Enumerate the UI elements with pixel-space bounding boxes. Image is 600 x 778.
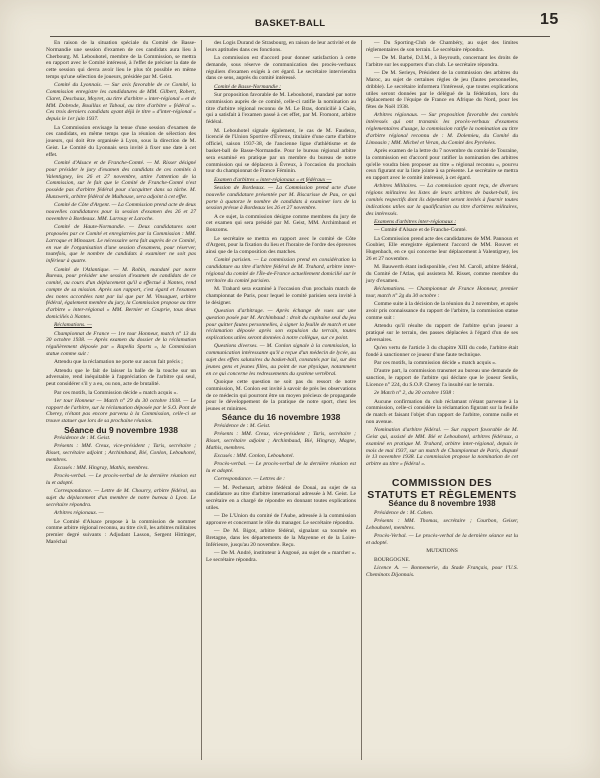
column-divider [201, 40, 202, 760]
paragraph: 2e Match n° 2, du 30 octobre 1938 : [374, 390, 455, 397]
paragraph: Présents : MM. Creux, vice-président ; Taris, secrétaire ; Risset, secrétaire adjoint ; Archimband, Bié, Conlon, Lebouhotel, membres. [46, 443, 196, 463]
paragraph: — Du Sporting-Club de Chambéry, au sujet des limites réglementaires de son terrain. Le secrétaire répondra. [366, 40, 518, 53]
paragraph: Correspondance. — Lettre de M. Chourry, arbitre fédéral, au sujet du déplacement d'un membre de notre bureau à Lyon. Le secrétaire répondra. [46, 488, 196, 508]
paragraph: A ce sujet, la commission désigne comme membres du jury de cet examen qui sera présidé par M. Geist, MM. Archimbaud et Bonzoms. [206, 213, 356, 234]
paragraph: Présidence de : M. Cahen. [374, 509, 434, 516]
paragraph: Le Comité d'Alsace propose à la commission de nommer comme arbitre régional reconnu, au titre civil, les arbitres militaires premier degré suivants : Adjudant Lasson, Sergent Hittinger, Maréchal [46, 518, 196, 545]
subheading: Examen d'arbitres « inter-régionaux » et fédéraux — [214, 176, 332, 183]
paragraph: M. Trahard sera examiné à l'occasion d'un prochain match de championnat de Paris, pour lequel le comité parisien sera invité à le désigner. [206, 286, 356, 306]
paragraph: — Comité d'Alsace et de Franche-Comté. [374, 227, 467, 234]
paragraph: — De L'Union du comité de l'Aube, adressée à la commission approuve et concernant le rôle du manager. Le secrétaire répondra. [206, 513, 356, 527]
paragraph: Arbitres régionaux. — Sur proposition favorable des comités intéressés qui ont transmis les procès-verbaux d'examens réglementaires d'usage, la commission ratifie la nomination au titre d'arbitre régional reconnu de : M. Dolemieu, du Comité du Limousin ; MM. Michel et Veran, du Comité des Pyrénées. [366, 112, 518, 146]
paragraph: Procès-verbal. — Le procès-verbal de la dernière réunion est lu et adopté. [206, 461, 356, 475]
page-number: 15 [540, 11, 559, 28]
paragraph: Question d'arbitrage. — Après échange de vues sur une question posée par M. Archimbaud : droit du capitaine seul du jeu pour quitter fautes personnelles, à signer la feuille de match et une réclamation déposée après son expulsion du terrain, toutes explications utiles seront données à notre collègue, sur ce point. [206, 307, 356, 342]
commission-title-line: COMMISSION DES [391, 477, 493, 490]
paragraph: Comité de l'Atlantique. — M. Robin, mandaté par notre Bureau, pour présider une session d'examen de candidats de ce comité, au cours d'un déplacement qu'il a effectué à Nantes, rend compte de sa mission. Après son rapport, c'est égard et l'examen des notes accordées tant par lui que par M. Vinsaguet, arbitre fédéral, également membre du jury, la Commission propose au titre d'arbitre « inter-régional » MM. Bernier et Couprie, tous deux domiciliés à Nantes. [46, 266, 196, 321]
paragraph: — De M. Serieys, Président de la commission des arbitres du Maroc, au sujet de certaines règles de jeu (fautes personnelles, dribble). Le secrétaire informera l'intéressé, que toutes explications utiles seront données par le délégué de la fédération, lors du déplacement de l'équipe de France en Afrique du Nord, pour les fêtes de Noël 1938. [366, 70, 518, 111]
paragraph: Par ces motifs, la commission décide « match acquis ». [374, 360, 497, 367]
page-header [0, 10, 600, 34]
paragraph: En raison de la situation spéciale du Comité de Basse-Normandie une session d'examen de ces candidats aura lieu à Cherbourg. M. Lebouhotel, membre de la Commission, se mettra en rapport avec le Comité intéressé, à l'effet de préciser la date de cette session qui devra avoir lieu le plus tôt possible en même temps qu'une sélection de joueurs, présidée par M. Geist. [46, 40, 196, 80]
paragraph: Le secrétaire se mettra en rapport avec le comité de Côte d'Argent, pour la fixation du lieu et l'horaire de l'ordre des épreuves ainsi que de la composition des matches. [206, 235, 356, 256]
paragraph: Session de Bordeaux. — La Commission prend acte d'une nouvelle candidature présentée par M. Biscarisse de Pau, ce qui porte à quatorze le nombre de candidats à examiner lors de la session prévue à Bordeaux les 26 et 27 novembre. [206, 184, 356, 212]
paragraph: Excusés : MM. Conlon, Lebouhotel. [214, 452, 294, 459]
subheading: Examens d'arbitres inter-régionaux : [374, 218, 457, 225]
paragraph: Nomination d'arbitre fédéral. — Sur rapport favorable de M. Geist qui, assisté de MM. Bié et Lebouhotel, arbitres fédéraux, a examiné en pratique M. Trahard, arbitre inter-régional, depuis le mois de mai 1937, sur un match de Championnat de Paris, disputé le 13 novembre 1938. La commission propose la nomination de cet arbitre au titre « fédéral ». [366, 427, 518, 468]
paragraph: La Commission envisage la tenue d'une session d'examen de ces candidats, en même temps que la réunion de sélection des joueurs, qui doit être organisée à Lyon, sous la direction de M. Geist. Le Comité du Lyonnais sera invité à fixer une date à cet effet. [46, 124, 196, 158]
paragraph: — De M. André, instituteur à Angoué, au sujet de « marcher ». Le secrétaire répondra. [206, 550, 356, 564]
commission-title-line: STATUTS ET RÈGLEMENTS [367, 489, 517, 502]
paragraph: Procès-verbal. — Le procès-verbal de la dernière réunion est lu et adopté. [46, 473, 196, 487]
commission-title [366, 477, 518, 501]
subheading: Réclamations. — [54, 322, 92, 329]
paragraph: des Logis Durand de Strasbourg, en raison de leur activité et de leurs aptitudes dans ces fonctions. [206, 40, 356, 53]
paragraph: Comité de Côte d'Argent. — La Commission prend acte de deux nouvelles candidatures pour la session d'examen des 26 et 27 novembre à Bordeaux. MM. Larrouy et Laroche. [46, 202, 196, 222]
paragraph: D'autre part, la commission transmet au bureau une demande de sanction, le rapport de l'arbitre qui déclare que le joueur Senlis, Licence n° 224, du S.O.P. Cherey l'a insulté sur le terrain. [366, 368, 518, 388]
paragraph: Présents : MM. Creux, vice-président ; Taris, secrétaire ; Risset, secrétaire adjoint ; Archimbaud, Bié, Hingray, Magne, Mathis, membres. [206, 431, 356, 451]
paragraph: La Commission prend acte des candidatures de MM. Pannoux et Goubier, Elle enregistre également l'accord de MM. Rouvet et Hugenbach, en ce qui concerne leur déplacement à Valentigney, les 26 et 27 novembre. [366, 235, 518, 262]
paragraph: Attendu que la réclamation ne porte sur aucun fait précis ; [54, 359, 183, 366]
paragraph: Championnat de France — 1re tour Honneur, match n° 13 du 30 octobre 1938. — Après examen du dossier de la réclamation régulièrement déposée par « Rapella Sports », la Commission statue comme suit : [46, 330, 196, 358]
paragraph: M. Lebouhotel signale également, le cas de M. Faudeux, licencié de l'Union Sportive d'Évreux, titulaire d'une carte d'arbitre officiel, saison 1937-38, de l'ancienne ligue d'athlétisme et de basket-ball de Basse-Normandie. Pour le bureau régional arbitre sera examiné en pratique par un membre du bureau de notre commission qui se déplacera à Évreux, à l'occasion du prochain tour du championnat de France Féminin. [206, 127, 356, 175]
paragraph: Arbitres Militaires. — La commission ayant reçu, de diverses régions militaires les listes de leurs arbitres de basket-ball, les comités respectifs dont ils dépendent seront invités à fournir toutes indications utiles sur la qualification au titre d'arbitres militaires, des intéressés. [366, 183, 518, 217]
paragraph: Quoique cette question ne soit pas du ressort de notre commission, M. Conlon est invité à savoir de près les observations de ce médecin qui pourront être un moyen précieux de propagande pour le développement de la pratique de notre sport, chez les jeunes et minimes. [206, 378, 356, 413]
paragraph: Qu'en vertu de l'article 3 du chapitre XIII du code, l'arbitre était fondé à sanctionner ce joueur d'une faute technique. [366, 344, 518, 358]
subheading: Comité de Basse-Normandie : [214, 83, 282, 90]
paragraph: — De M. Barbé, D.I.M., à Beyrouth, concernant les droits de l'arbitre sur les supporters d'un club. Le secrétaire répondra. [366, 55, 518, 68]
subheading: Arbitres régionaux. — [54, 510, 104, 517]
paragraph: Après examen de la lettre du 7 novembre du comité de Touraine, la commission est d'accord pour ratifier la nomination des arbitres qu'elle voudra bien proposer au titre « régional reconnu », pourvu ceux figurant sur la liste jointe à sa présente. Le secrétaire se mettra en rapport avec le comité intéressé, à cet égard. [366, 147, 518, 182]
paragraph: Comité de Haute-Normandie. — Deux candidatures sont proposées par ce Comité et enregistrées par la Commission : MM. Larroque et Minouzet. Le nécessaire sera fait auprès de ce Comité, en vue de l'organisation d'une session d'examens, pour réserver, toutefois, que le nombre de candidats à examiner ne soit pas inférieur à quatre. [46, 224, 196, 265]
paragraph: 1er tour Honneur — Match n° 29 du 30 octobre 1938. — Le rapport de l'arbitre, sur la réclamation déposée par le S.O. Pont de Cherey, n'étant pas encore parvenu à la Commission, celle-ci se trouve statuer que lors de sa prochaine réunion. [46, 397, 196, 425]
seance-heading: Séance du 8 novembre 1938 [388, 499, 496, 509]
seance-heading: Séance du 9 novembre 1938 [64, 424, 178, 435]
paragraph: Comité d'Alsace et de Franche-Comté. — M. Risser désigné pour présider le jury d'examen des candidats de ces comités à Valentigney, les 26 et 27 novembre, attire l'attention de la Commission, sur le fait que le Comité de Franche-Comté n'est possède pas d'arbitre fédéral pour s'acquitter dans sa tâche. M. Hunzwerk, arbitre fédéral de Mulhouse, sera adjoint à cet effet. [46, 160, 196, 201]
region-heading: BOURGOGNE. [374, 556, 411, 563]
paragraph: Comité parisien. — La commission prend en considération la candidature au titre d'arbitre fédéral de M. Trahard, arbitre inter-régional du comité de l'Île-de-France actuellement domicilié sur le territoire du comité parisien. [206, 257, 356, 284]
running-title: BASKET-BALL [255, 18, 326, 29]
paragraph: Réclamations. — Championnat de France Honneur, premier tour, match n° 2g du 30 octobre : [366, 286, 518, 299]
column-1 [46, 40, 196, 547]
paragraph: — M. Pechenart, arbitre fédéral de Douai, au sujet de sa candidature au titre d'arbitre international adressée à M. Geist. Le secrétaire en a chargé de répondre en donnant toutes explications utiles. [206, 484, 356, 511]
paragraph: Excusés : MM. Hingray, Mathis, membres. [54, 465, 149, 472]
column-3 [366, 40, 518, 580]
paragraph: Par ces motifs, la Commission décide « match acquis ». [54, 389, 178, 396]
paragraph: Questions diverses. — M. Conlon signale à la commission, la communication intéressante qu'il a reçue d'un médecin de lycée, au sujet des effets salutaires du basket-ball, constatés par lui, sur des jeunes gens et jeunes filles, au point de vue physique, notamment en ce qui concerne les redressements du système vertébral. [206, 343, 356, 377]
paragraph: La commission est d'accord pour donner satisfaction à cette demande, sous réserve de communication des procès-verbaux réguliers d'examen exigés à cet égard. Le secrétaire interviendra dans ce sens, auprès du comité intéressé. [206, 55, 356, 82]
paragraph: Aucune confirmation du club réclamant n'étant parvenue à la commission, celle-ci considère la réclamation figurant sur la feuille de match et faisant l'objet d'un rapport de l'arbitre, comme nulle et non avenue. [366, 398, 518, 425]
column-divider [361, 40, 362, 760]
column-2 [206, 40, 356, 565]
paragraph: M. Bauwerth étant indisponible, c'est M. Caroll, arbitre fédéral, du Comité de l'Atlas, qui assistera M. Risset, comme membre du jury d'examen. [366, 264, 518, 284]
paragraph: Attendu qu'il résulte du rapport de l'arbitre qu'un joueur a pratiqué sur le terrain, des passes déplacées à l'égard d'un de ses adversaires. [366, 323, 518, 343]
paragraph: Présents : MM. Thomas, secrétaire ; Courbon, Geiser, Lebouhotel, membres. [366, 518, 518, 531]
paragraph: Comme suite à la décision de la réunion du 2 novembre, et après avoir pris connaissance du rapport de l'arbitre, la commission statue comme suit : [366, 301, 518, 321]
paragraph: — De M. Bigot, arbitre fédéral, signalant sa tournée en Bretagne, dans les départements de la Mayenne et de la Loire-Inférieure, jusqu'au 20 novembre. Reçu. [206, 528, 356, 548]
section-heading: MUTATIONS [426, 548, 458, 555]
paragraph: Licence A. — Bonnemerie, du Stade Français, pour l'U.S. Cheminots Dijonnais. [366, 564, 518, 578]
header-rule [50, 36, 550, 37]
seance-heading: Séance du 16 novembre 1938 [221, 412, 341, 423]
paragraph: Procès-Verbal. — Le procès-verbal de la dernière séance est lu et adopté. [366, 533, 518, 546]
paragraph: Attendu que le fait de laisser la balle de la touche sur un adversaire, rend inéquitable à l'appréciation de l'arbitre qui seul, peut considérer s'il y a eu, ou non, acte de brutalité. [46, 367, 196, 388]
paragraph: Correspondance. — Lettres de : [214, 476, 285, 483]
paragraph: Comité du Lyonnais. — Sur avis favorable de ce Comité, la Commission enregistre les candidatures de MM. Gilbert, Robert, Claret, Deschaux, Moyret, au titre d'arbitre « inter-régional » et de MM. Dobrode, Bouillas et Taboul, au titre d'arbitre « fédéral ». Ces trois derniers candidats ayant déjà le titre « d'inter-régional » depuis le 1er juin 1937. [46, 82, 196, 123]
paragraph: Sur proposition favorable de M. Lebouhotel, mandaté par notre commission auprès de ce comité, celle-ci ratifie la nomination au titre d'arbitre régional reconnu de M. Le Bras, domicilié à Caën, qui a satisfait à l'examen passé à cet effet, par M. Fromont, arbitre fédéral. [206, 92, 356, 126]
paragraph: Présidence de : M. Geist. [54, 434, 111, 441]
paragraph: Présidence de : M. Geist. [214, 422, 271, 429]
